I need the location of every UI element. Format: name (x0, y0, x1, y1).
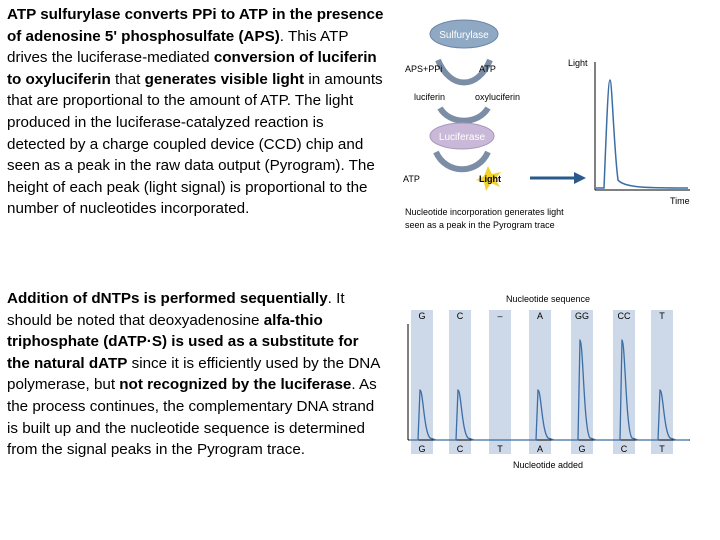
added-letter: C (620, 444, 628, 454)
light-word-label: Light (479, 174, 501, 184)
nucleotide-band (449, 310, 471, 454)
nucleotide-added-label: Nucleotide added (512, 460, 584, 470)
paragraph-sulfurylase (7, 4, 385, 220)
sequence-letter: GG (574, 311, 590, 321)
added-letter: A (536, 444, 544, 454)
sulfurylase-label: Sulfurylase (439, 30, 489, 41)
p2-run: . As the process continues, the complementary DNA strand is built up and the nucleotide sequence is determined from the signal peaks in the Pyrogram trace. (7, 376, 377, 459)
nucleotide-band (571, 310, 593, 454)
p2-run: not recognized by the luciferase (119, 376, 352, 394)
graph-x-label: Time (670, 196, 690, 206)
paragraph-dntp-addition (7, 288, 385, 461)
added-letter: T (659, 444, 665, 454)
luciferin-arrow (440, 108, 488, 121)
added-letter: G (578, 444, 586, 454)
sequence-letter: A (536, 311, 544, 321)
p1-run: ATP sulfurylase converts PPi to ATP in the presence of adenosine 5' phosphosulfate (APS) (7, 6, 384, 45)
p1-run: generates visible light (144, 70, 305, 88)
pyrosequencing-reaction-figure (400, 0, 710, 240)
nucleotide-band (411, 310, 433, 454)
luciferase-arrow (436, 152, 488, 169)
atp-product-label: ATP (479, 64, 496, 74)
p2-run: since it is efficiently used by the DNA polymerase, but (7, 354, 380, 394)
sequence-letter: CC (617, 311, 631, 321)
output-arrow-head-icon (574, 172, 586, 184)
luciferase-label: Luciferase (438, 132, 486, 143)
caption-line-1: Nucleotide incorporation generates light (405, 207, 564, 217)
oxyluciferin-label: oxyluciferin (475, 92, 521, 102)
atp-consumed-label: ATP (403, 174, 420, 184)
p2-run: . It should be noted that deoxyadenosine (7, 290, 345, 329)
added-letter: C (456, 444, 464, 454)
caption-line-2: seen as a peak in the Pyrogram trace (405, 220, 555, 230)
p2-run: alfa-thio triphosphate (dATP·S) is used as a substitute for the natural dATP (7, 311, 359, 372)
added-letter: T (497, 444, 503, 454)
sequence-letter: – (497, 311, 503, 321)
p2-run: Addition of dNTPs is performed sequentially (7, 290, 328, 307)
p1-run: that (110, 70, 145, 88)
nucleotide-bands (411, 310, 673, 454)
nucleotide-band (529, 310, 551, 454)
p1-run: in amounts that are proportional to the amount of ATP. The light produced in the luciferase-catalyzed reaction is detected by a charge coupled device (CCD) chip and seen as a peak in the raw data output (Pyrogram). The height of each peak (light signal) is proportional to the number of nucleotides incorporated. (7, 70, 383, 218)
sequence-letter: G (418, 311, 426, 321)
nucleotide-band (651, 310, 673, 454)
sequence-letter: C (456, 311, 464, 321)
sequence-letter: T (659, 311, 665, 321)
light-peak-trace (596, 80, 688, 188)
aps-ppi-label: APS+PPi (405, 64, 443, 74)
graph-y-label: Light (568, 58, 588, 68)
nucleotide-sequence-label: Nucleotide sequence (505, 294, 591, 304)
p1-run: conversion of luciferin to oxyluciferin (7, 49, 377, 88)
added-letter: G (418, 444, 426, 454)
pyrogram-trace-figure (400, 288, 700, 488)
nucleotide-band (489, 310, 511, 454)
luciferin-label: luciferin (414, 92, 446, 102)
nucleotide-band (613, 310, 635, 454)
p1-run: . This ATP drives the luciferase-mediated (7, 27, 349, 67)
